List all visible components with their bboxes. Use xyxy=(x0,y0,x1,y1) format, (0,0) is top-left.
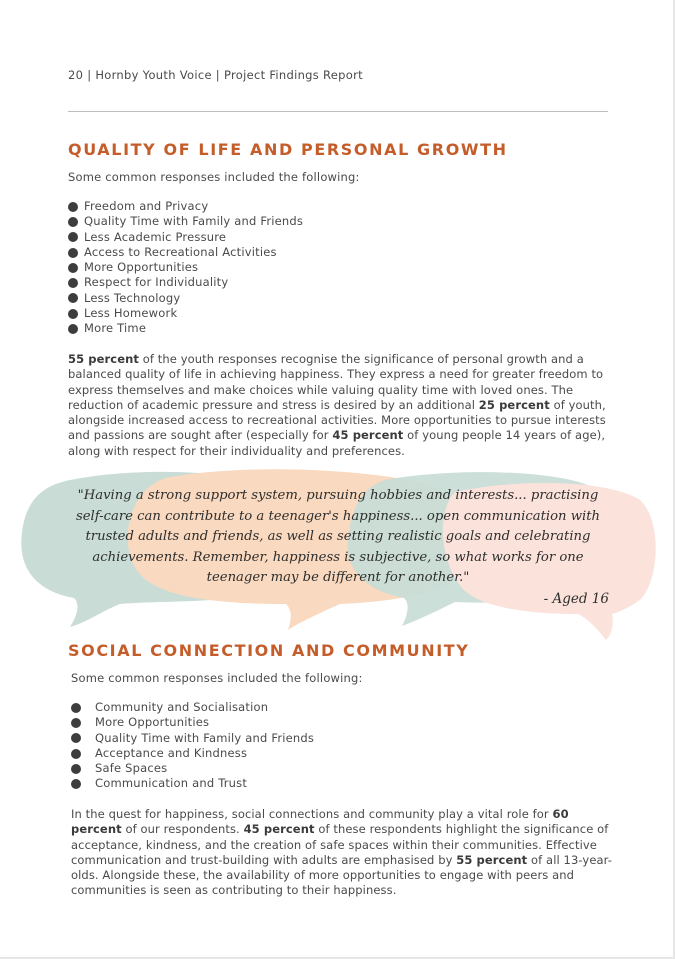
list-item: Quality Time with Family and Friends xyxy=(71,731,314,746)
list-item: More Time xyxy=(68,321,303,336)
bullet-icon xyxy=(68,232,78,242)
list-item: Access to Recreational Activities xyxy=(68,245,303,260)
section-title-quality-of-life: QUALITY OF LIFE AND PERSONAL GROWTH xyxy=(68,140,508,159)
header-divider xyxy=(68,111,608,112)
bullet-icon xyxy=(68,248,78,258)
quote-attribution: - Aged 16 xyxy=(543,591,609,607)
bullet-icon xyxy=(68,324,78,334)
list-item: Less Homework xyxy=(68,306,303,321)
running-header: 20 | Hornby Youth Voice | Project Findings Report xyxy=(68,68,363,82)
list-item: Communication and Trust xyxy=(71,776,314,791)
bullet-icon xyxy=(71,733,81,743)
list-item: Quality Time with Family and Friends xyxy=(68,214,303,229)
list-item: More Opportunities xyxy=(71,715,314,730)
list-item: Less Academic Pressure xyxy=(68,230,303,245)
bullet-icon xyxy=(71,749,81,759)
section2-intro: Some common responses included the following: xyxy=(71,671,363,685)
bullet-icon xyxy=(71,764,81,774)
bullet-icon xyxy=(71,703,81,713)
list-item: Safe Spaces xyxy=(71,761,314,776)
bullet-icon xyxy=(68,217,78,227)
section-title-social-connection: SOCIAL CONNECTION AND COMMUNITY xyxy=(68,641,470,660)
list-item: More Opportunities xyxy=(68,260,303,275)
testimonial-quote: "Having a strong support system, pursuing hobbies and interests... practising self-care can contribute to a teenager's happiness... open communication with trusted adults and friends, as well as setting realistic goals and celebrating achievements. Remember, happiness is subjective, so what works for one teenager may be different for another." xyxy=(75,488,601,585)
bullet-icon xyxy=(68,202,78,212)
bullet-icon xyxy=(71,779,81,789)
section1-intro: Some common responses included the following: xyxy=(68,170,360,184)
section1-paragraph: 55 percent of the youth responses recognise the significance of personal growth and a balanced quality of life in achieving happiness. They express a need for greater freedom to express themselves and make choices while valuing quality time with loved ones. The reduction of academic pressure and stress is desired by an additional 25 percent of youth, alongside increased access to recreational activities. More opportunities to pursue interests and passions are sought after (especially for 45 percent of young people 14 years of age), along with respect for their individuality and preferences. xyxy=(68,352,610,458)
bullet-icon xyxy=(68,309,78,319)
bullet-icon xyxy=(68,278,78,288)
bullet-icon xyxy=(68,263,78,273)
bullet-icon xyxy=(71,718,81,728)
bullet-icon xyxy=(68,293,78,303)
list-item: Community and Socialisation xyxy=(71,700,314,715)
list-item: Respect for Individuality xyxy=(68,275,303,290)
list-item: Less Technology xyxy=(68,291,303,306)
section1-list xyxy=(68,199,303,337)
section2-paragraph: In the quest for happiness, social connections and community play a vital role for 60 percent of our respondents. 45 percent of these respondents highlight the significance of acceptance, kindness, and the creation of safe spaces within their communities. Effective communication and trust-building with adults are emphasised by 55 percent of all 13-year-olds. Alongside these, the availability of more opportunities to engage with peers and communities is seen as contributing to their happiness. xyxy=(71,807,613,898)
list-item: Freedom and Privacy xyxy=(68,199,303,214)
list-item: Acceptance and Kindness xyxy=(71,746,314,761)
section2-list xyxy=(71,700,314,792)
